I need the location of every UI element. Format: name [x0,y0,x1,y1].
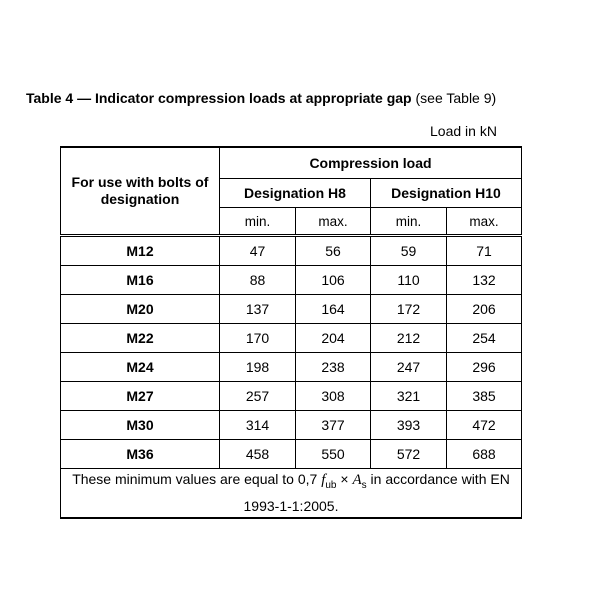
bolt-cell: M27 [61,382,220,411]
load-cell: 88 [220,266,296,295]
load-cell: 59 [371,236,447,266]
h8-max-header: max. [296,208,371,236]
designation-h8-header: Designation H8 [220,179,371,208]
load-cell: 198 [220,353,296,382]
load-cell: 137 [220,295,296,324]
bolt-cell: M20 [61,295,220,324]
load-cell: 47 [220,236,296,266]
load-cell: 132 [447,266,522,295]
load-cell: 254 [447,324,522,353]
bolt-cell: M36 [61,440,220,469]
load-cell: 257 [220,382,296,411]
table-row [61,236,522,266]
compression-load-table [60,146,522,519]
table-row [61,324,522,353]
table-title [26,90,496,106]
load-cell: 204 [296,324,371,353]
unit-note: Load in kN [430,123,497,139]
bolt-cell: M30 [61,411,220,440]
load-cell: 110 [371,266,447,295]
load-cell: 106 [296,266,371,295]
load-cell: 296 [447,353,522,382]
table-row [61,295,522,324]
load-cell: 170 [220,324,296,353]
load-cell: 393 [371,411,447,440]
f-symbol: f [321,472,326,488]
load-cell: 321 [371,382,447,411]
load-cell: 247 [371,353,447,382]
table-row [61,440,522,469]
load-cell: 172 [371,295,447,324]
load-cell: 238 [296,353,371,382]
bolt-cell: M16 [61,266,220,295]
load-cell: 550 [296,440,371,469]
load-cell: 212 [371,324,447,353]
bolt-cell: M12 [61,236,220,266]
bolt-designation-header: For use with bolts of designation [61,147,220,236]
compression-load-header: Compression load [220,147,522,179]
load-cell: 308 [296,382,371,411]
table-row [61,382,522,411]
load-cell: 56 [296,236,371,266]
table-footnote: These minimum values are equal to 0,7 $f_{ub} \times A_s$ in accordance with EN 1993-1-1:2005. [61,469,522,518]
load-cell: 572 [371,440,447,469]
load-cell: 385 [447,382,522,411]
load-cell: 458 [220,440,296,469]
load-cell: 472 [447,411,522,440]
load-cell: 206 [447,295,522,324]
h8-min-header: min. [220,208,296,236]
load-cell: 71 [447,236,522,266]
load-cell: 164 [296,295,371,324]
designation-h10-header: Designation H10 [371,179,522,208]
load-cell: 314 [220,411,296,440]
load-cell: 688 [447,440,522,469]
table-row [61,411,522,440]
table-row [61,353,522,382]
table-row [61,266,522,295]
table-title-reference: (see Table 9) [415,90,497,106]
h10-min-header: min. [371,208,447,236]
bolt-cell: M24 [61,353,220,382]
table-title-main: Table 4 — Indicator compression loads at appropriate gap [26,90,412,106]
a-symbol: A [352,472,362,488]
bolt-cell: M22 [61,324,220,353]
h10-max-header: max. [447,208,522,236]
load-cell: 377 [296,411,371,440]
